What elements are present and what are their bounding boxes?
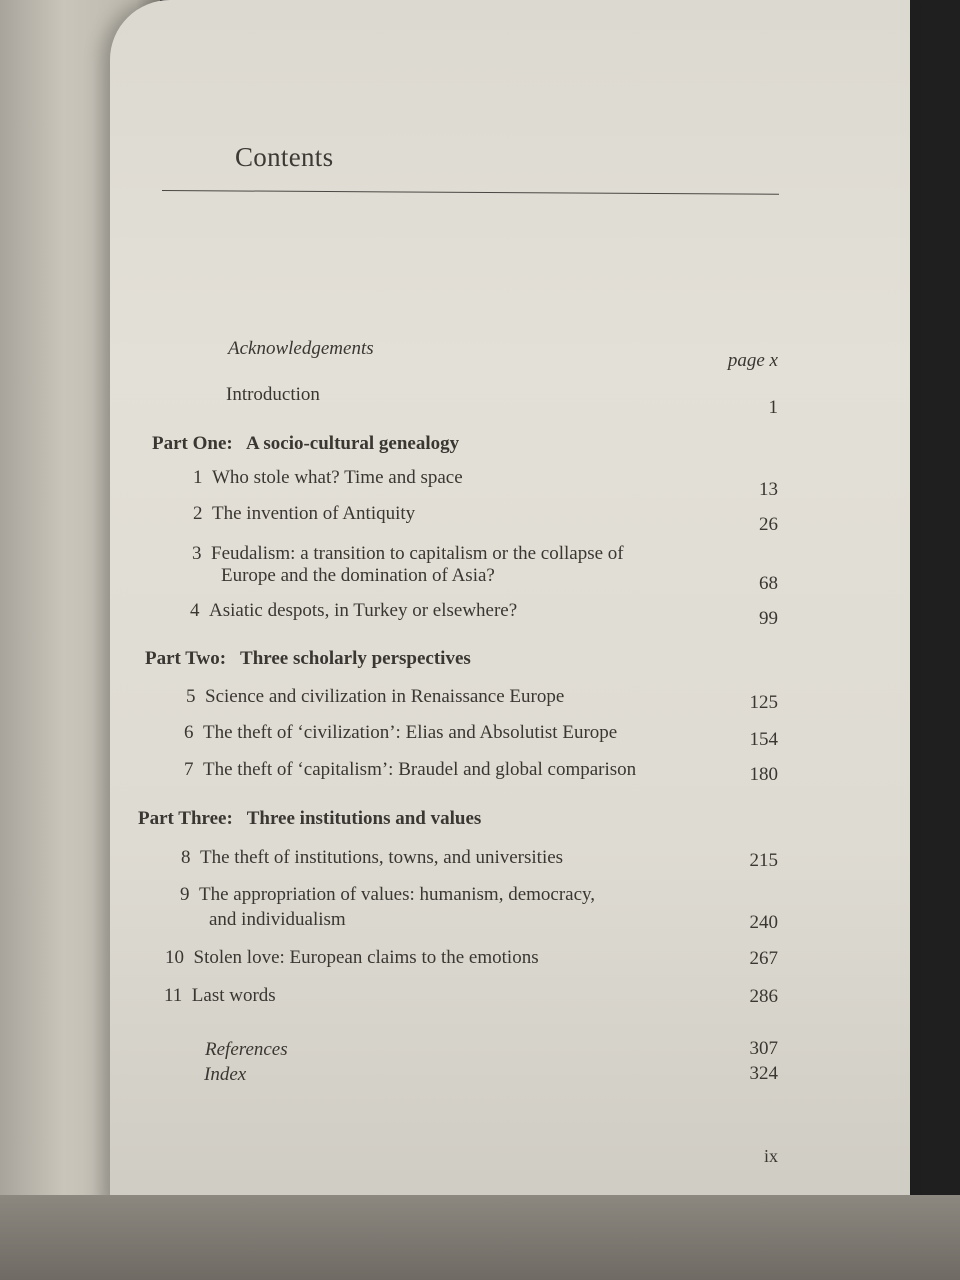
chapter-6-page: 154 bbox=[749, 729, 778, 750]
chapter-title: Stolen love: European claims to the emotions bbox=[193, 947, 539, 968]
chapter-number: 2 bbox=[193, 503, 203, 524]
chapter-title: The theft of institutions, towns, and universities bbox=[200, 847, 564, 868]
chapter-title: Feudalism: a transition to capitalism or the collapse of bbox=[211, 543, 624, 564]
references-entry: References bbox=[205, 1039, 288, 1060]
page-title: Contents bbox=[235, 142, 334, 172]
chapter-9 bbox=[180, 884, 595, 906]
chapter-10 bbox=[165, 947, 539, 969]
chapter-7-page: 180 bbox=[749, 764, 778, 785]
part-title: Three institutions and values bbox=[246, 808, 482, 829]
page-shadow bbox=[0, 1195, 960, 1280]
chapter-1-page: 13 bbox=[759, 479, 778, 500]
chapter-4 bbox=[190, 600, 517, 622]
chapter-number: 5 bbox=[186, 686, 196, 707]
part-label: Part One: bbox=[152, 433, 233, 454]
part-title: A socio-cultural genealogy bbox=[245, 433, 460, 454]
chapter-number: 4 bbox=[190, 600, 200, 621]
chapter-3-line-2: Europe and the domination of Asia? bbox=[221, 565, 495, 586]
chapter-2-page: 26 bbox=[759, 514, 778, 535]
chapter-5 bbox=[186, 686, 564, 708]
chapter-10-page: 267 bbox=[749, 948, 778, 969]
chapter-5-page: 125 bbox=[749, 692, 778, 713]
part-three-heading bbox=[138, 808, 481, 830]
part-title: Three scholarly perspectives bbox=[240, 648, 471, 669]
introduction-page: 1 bbox=[768, 397, 778, 418]
chapter-11 bbox=[164, 985, 276, 1007]
chapter-3-page: 68 bbox=[759, 573, 778, 594]
chapter-11-page: 286 bbox=[749, 986, 778, 1007]
chapter-number: 3 bbox=[192, 543, 202, 564]
chapter-9-line-2: and individualism bbox=[209, 909, 346, 930]
part-label: Part Three: bbox=[138, 808, 233, 829]
chapter-number: 8 bbox=[181, 847, 191, 868]
chapter-8 bbox=[181, 847, 563, 869]
chapter-3 bbox=[192, 543, 624, 565]
chapter-number: 6 bbox=[184, 722, 194, 743]
chapter-title: Science and civilization in Renaissance Europe bbox=[205, 686, 565, 707]
references-page: 307 bbox=[749, 1038, 778, 1059]
chapter-number: 7 bbox=[184, 759, 194, 780]
chapter-title: The invention of Antiquity bbox=[212, 503, 416, 524]
page-label: page x bbox=[727, 350, 778, 371]
chapter-number: 1 bbox=[193, 467, 203, 488]
chapter-title: Asiatic despots, in Turkey or elsewhere? bbox=[209, 600, 518, 621]
chapter-1 bbox=[193, 467, 463, 489]
chapter-6 bbox=[184, 722, 617, 744]
chapter-title: Who stole what? Time and space bbox=[212, 467, 463, 488]
folio-number: ix bbox=[763, 1146, 778, 1166]
chapter-7 bbox=[184, 759, 636, 781]
acknowledgements-entry: Acknowledgements bbox=[228, 338, 374, 359]
chapter-title: Last words bbox=[191, 985, 276, 1006]
chapter-2 bbox=[193, 503, 415, 525]
index-entry: Index bbox=[204, 1064, 247, 1085]
chapter-title: The theft of ‘capitalism’: Braudel and global comparison bbox=[203, 759, 637, 780]
introduction-entry: Introduction bbox=[226, 384, 320, 405]
chapter-8-page: 215 bbox=[749, 850, 778, 871]
part-one-heading bbox=[152, 433, 459, 455]
chapter-title: The appropriation of values: humanism, democracy, bbox=[199, 884, 596, 905]
chapter-4-page: 99 bbox=[759, 608, 778, 629]
backdrop bbox=[905, 0, 960, 1280]
chapter-title: The theft of ‘civilization’: Elias and Absolutist Europe bbox=[203, 722, 618, 743]
chapter-9-page: 240 bbox=[749, 912, 778, 933]
chapter-number: 10 bbox=[165, 947, 184, 968]
part-label: Part Two: bbox=[145, 648, 227, 669]
chapter-number: 9 bbox=[180, 884, 190, 905]
index-page: 324 bbox=[749, 1063, 778, 1084]
part-two-heading bbox=[145, 648, 471, 670]
chapter-number: 11 bbox=[164, 985, 183, 1006]
